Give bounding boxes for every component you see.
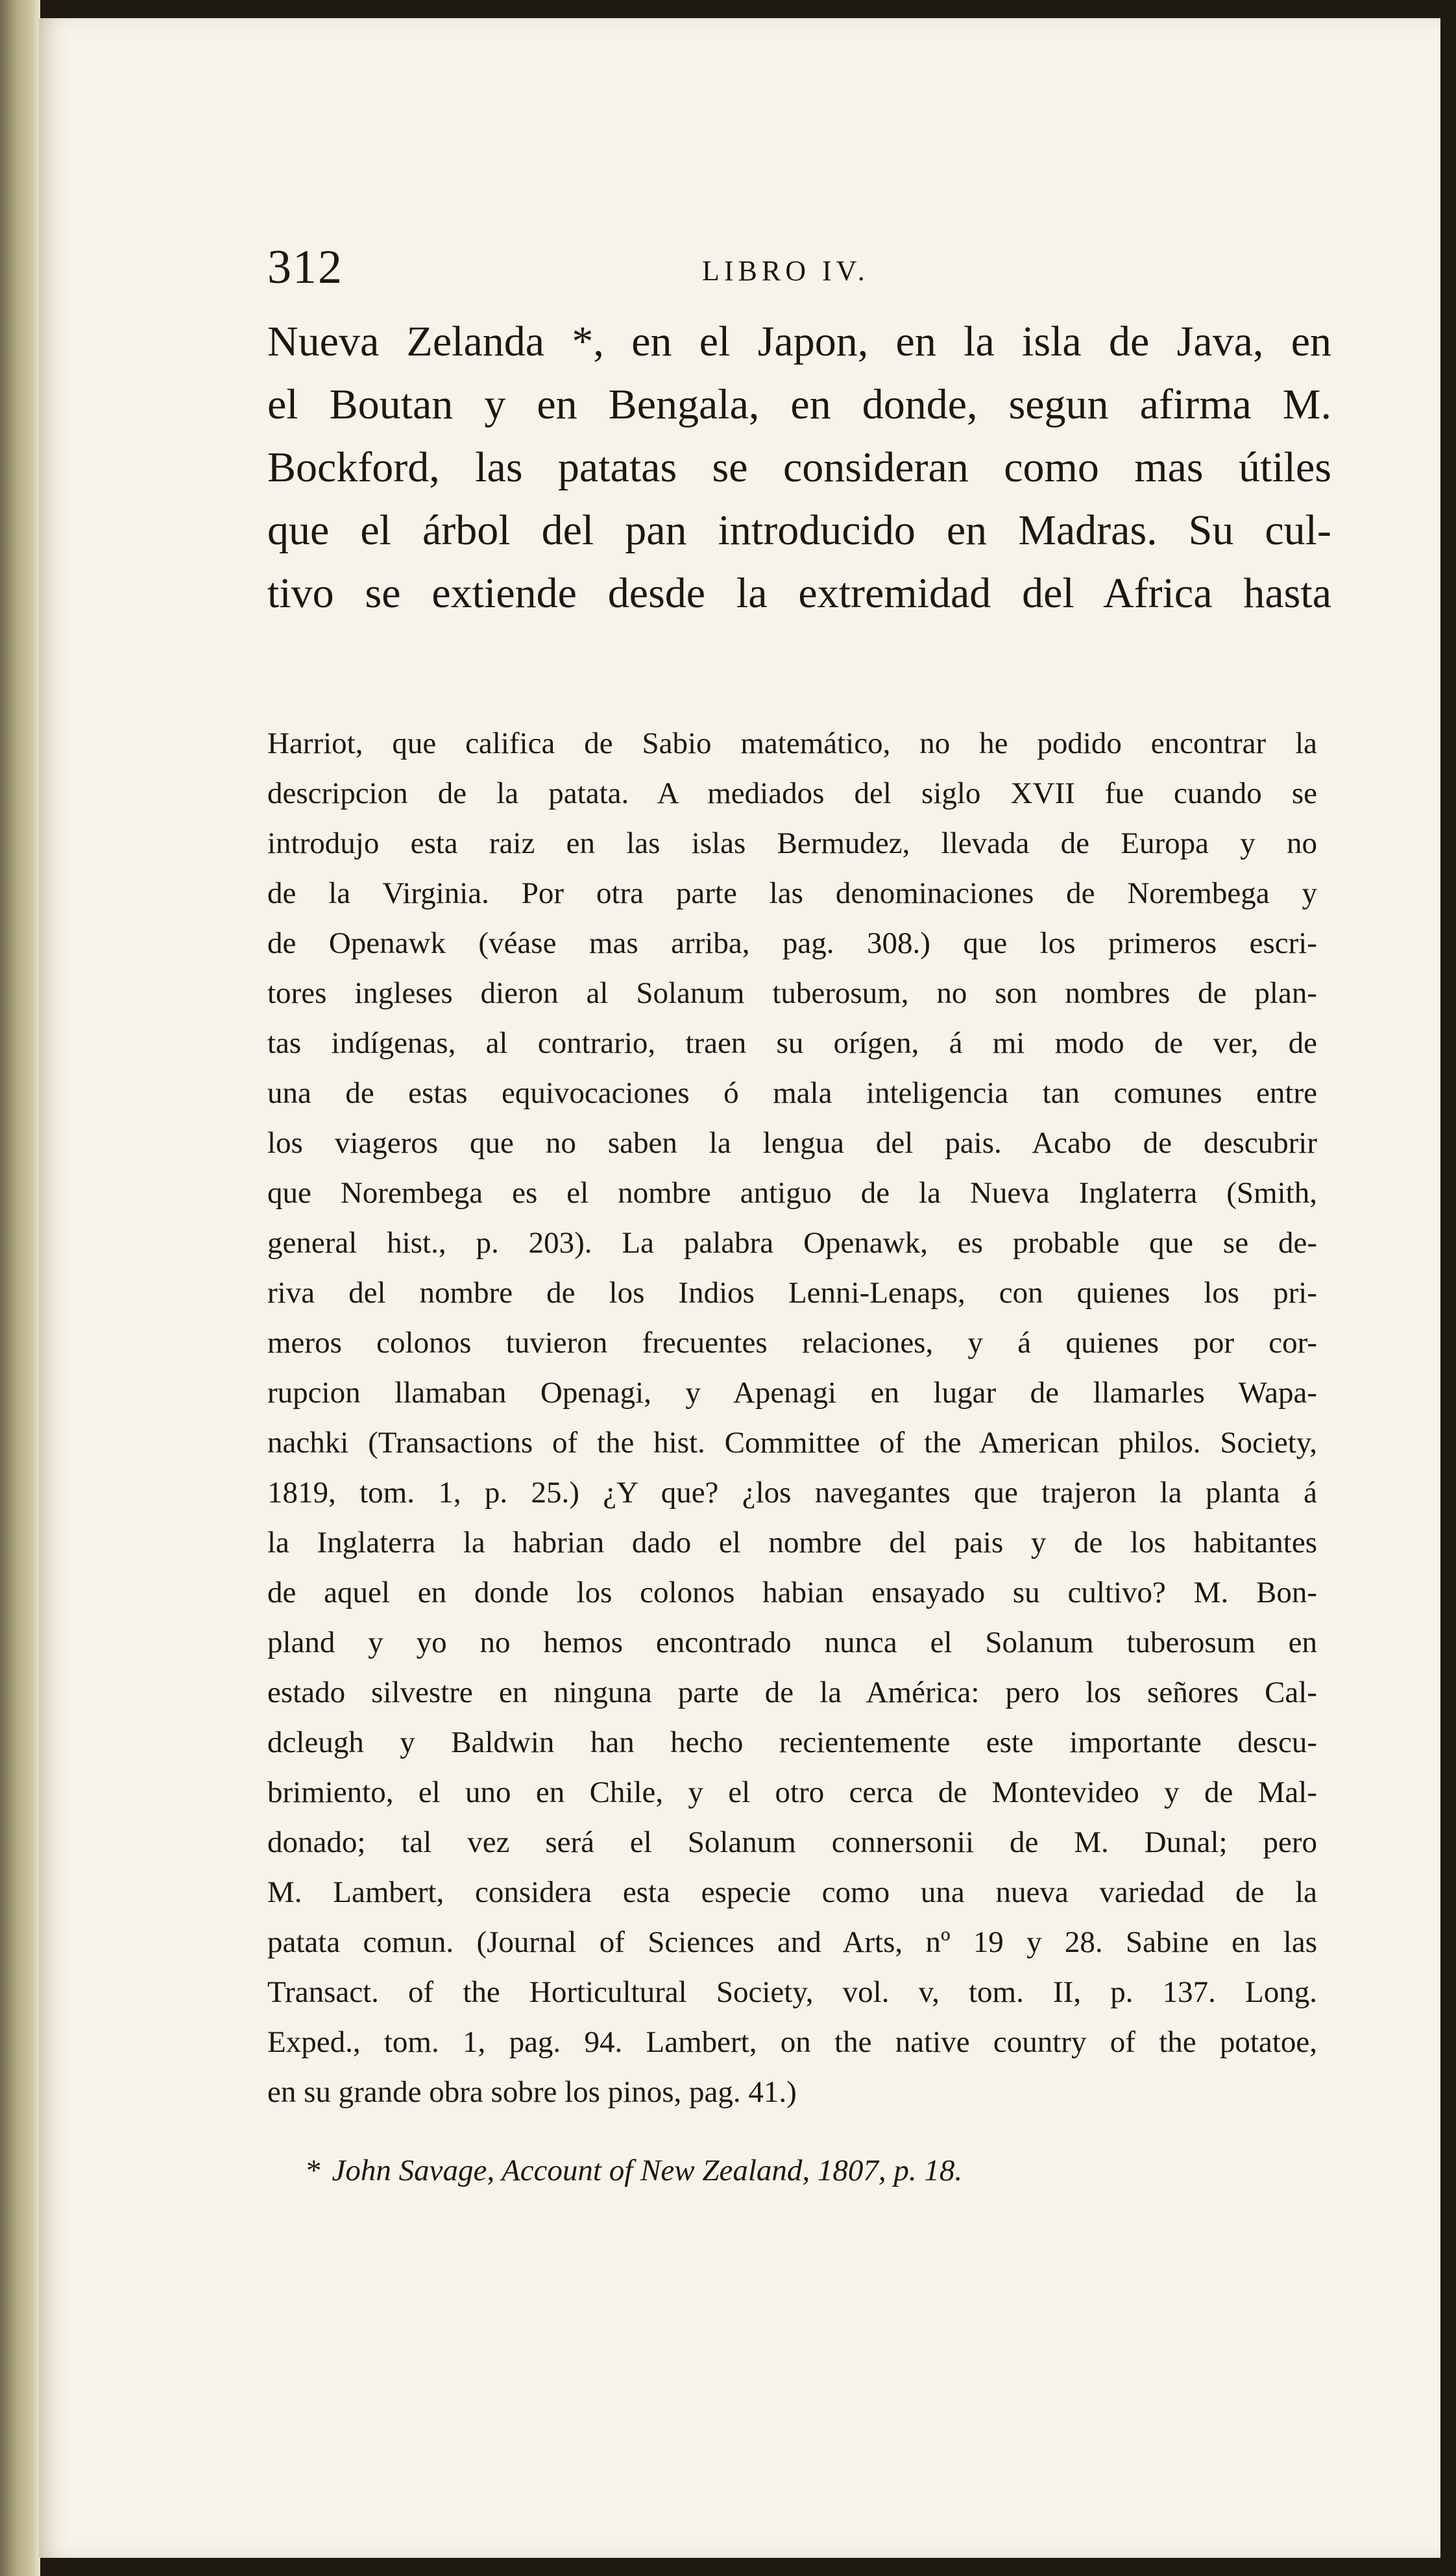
- note-line: los viageros que no saben la lengua del pais. Acabo de descubrir: [267, 1126, 1317, 1160]
- running-head: LIBRO IV.: [702, 255, 869, 287]
- note-line: M. Lambert, considera esta especie como una nueva variedad de la: [267, 1875, 1317, 1909]
- note-line: nachki (Transactions of the hist. Committee of the American philos. Society,: [267, 1426, 1317, 1460]
- main-text-line: Bockford, las patatas se consideran como mas útiles: [267, 444, 1331, 491]
- main-text-line: el Boutan y en Bengala, en donde, segun afirma M.: [267, 381, 1331, 428]
- note-line: de Openawk (véase mas arriba, pag. 308.) que los primeros escri-: [267, 926, 1317, 960]
- footnote-text: John Savage, Account of New Zealand, 1807, p. 18.: [332, 2154, 963, 2187]
- note-line: meros colonos tuvieron frecuentes relaciones, y á quienes por cor-: [267, 1326, 1317, 1360]
- note-line: en su grande obra sobre los pinos, pag. 41.): [267, 2075, 797, 2109]
- main-text: [267, 310, 1331, 625]
- footnote: [306, 2151, 1318, 2190]
- note-line: Harriot, que califica de Sabio matemático, no he podido encontrar la: [267, 727, 1317, 760]
- note-line: de la Virginia. Por otra parte las denominaciones de Norembega y: [267, 876, 1317, 910]
- note-line: introdujo esta raiz en las islas Bermudez, llevada de Europa y no: [267, 826, 1317, 860]
- note-line: tores ingleses dieron al Solanum tuberosum, no son nombres de plan-: [267, 976, 1317, 1010]
- note-line: donado; tal vez será el Solanum connersonii de M. Dunal; pero: [267, 1825, 1317, 1859]
- note-line: rupcion llamaban Openagi, y Apenagi en lugar de llamarles Wapa-: [267, 1376, 1317, 1410]
- note-line: 1819, tom. 1, p. 25.) ¿Y que? ¿los navegantes que trajeron la planta á: [267, 1476, 1317, 1510]
- note-line: riva del nombre de los Indios Lenni-Lenaps, con quienes los pri-: [267, 1276, 1317, 1310]
- note-line: general hist., p. 203). La palabra Openawk, es probable que se de-: [267, 1226, 1317, 1260]
- note-line: una de estas equivocaciones ó mala inteligencia tan comunes entre: [267, 1076, 1317, 1110]
- note-line: patata comun. (Journal of Sciences and Arts, nº 19 y 28. Sabine en las: [267, 1925, 1317, 1959]
- footnote-marker: *: [306, 2154, 322, 2187]
- note-block: [267, 719, 1317, 2117]
- note-line: Exped., tom. 1, pag. 94. Lambert, on the native country of the potatoe,: [267, 2025, 1317, 2059]
- main-text-line: Nueva Zelanda *, en el Japon, en la isla de Java, en: [267, 318, 1331, 365]
- note-line: dcleugh y Baldwin han hecho recientemente este importante descu-: [267, 1726, 1317, 1759]
- main-text-line: que el árbol del pan introducido en Madras. Su cul-: [267, 507, 1331, 554]
- page-number: 312: [267, 241, 343, 294]
- book-spine: [0, 0, 40, 2576]
- note-line: la Inglaterra la habrian dado el nombre del pais y de los habitantes: [267, 1526, 1317, 1559]
- note-line: descripcion de la patata. A mediados del siglo XVII fue cuando se: [267, 776, 1317, 810]
- note-line: tas indígenas, al contrario, traen su orígen, á mi modo de ver, de: [267, 1026, 1317, 1060]
- main-text-line: tivo se extiende desde la extremidad del Africa hasta: [267, 570, 1331, 617]
- note-line: de aquel en donde los colonos habian ensayado su cultivo? M. Bon-: [267, 1576, 1317, 1609]
- note-line: estado silvestre en ninguna parte de la América: pero los señores Cal-: [267, 1676, 1317, 1709]
- page-header: [267, 240, 1344, 305]
- note-line: brimiento, el uno en Chile, y el otro cerca de Montevideo y de Mal-: [267, 1776, 1317, 1809]
- note-line: Transact. of the Horticultural Society, vol. v, tom. II, p. 137. Long.: [267, 1975, 1317, 2009]
- note-line: pland y yo no hemos encontrado nunca el Solanum tuberosum en: [267, 1626, 1317, 1659]
- note-line: que Norembega es el nombre antiguo de la Nueva Inglaterra (Smith,: [267, 1176, 1317, 1210]
